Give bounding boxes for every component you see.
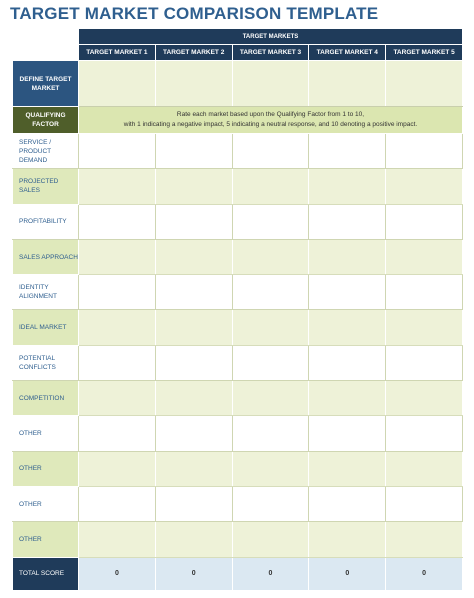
score-cell-market-2[interactable]: [155, 416, 232, 451]
score-cell-market-3[interactable]: [232, 310, 309, 345]
define-market-cell-3[interactable]: [232, 61, 309, 107]
header-blank-cell: [13, 45, 79, 61]
total-score-market-1: 0: [79, 557, 156, 590]
score-cell-market-4[interactable]: [309, 204, 386, 239]
score-cell-market-1[interactable]: [79, 522, 156, 557]
define-market-cell-1[interactable]: [79, 61, 156, 107]
factor-row: [13, 310, 463, 345]
qualifying-factor-row: [13, 107, 463, 134]
comparison-table: [12, 28, 463, 591]
factor-label: OTHER: [13, 451, 79, 486]
score-cell-market-3[interactable]: [232, 134, 309, 169]
total-score-market-3: 0: [232, 557, 309, 590]
page-title: TARGET MARKET COMPARISON TEMPLATE: [10, 4, 379, 23]
score-cell-market-2[interactable]: [155, 345, 232, 380]
define-market-cell-5[interactable]: [386, 61, 463, 107]
factor-label: IDENTITY ALIGNMENT: [13, 275, 79, 310]
define-market-cell-4[interactable]: [309, 61, 386, 107]
header-blank-cell: [13, 29, 79, 45]
define-market-cell-2[interactable]: [155, 61, 232, 107]
qualifying-instructions: [79, 107, 463, 134]
score-cell-market-2[interactable]: [155, 451, 232, 486]
score-cell-market-2[interactable]: [155, 522, 232, 557]
factor-label: IDEAL MARKET: [13, 310, 79, 345]
total-score-market-2: 0: [155, 557, 232, 590]
score-cell-market-1[interactable]: [79, 381, 156, 416]
factor-row: [13, 381, 463, 416]
score-cell-market-2[interactable]: [155, 381, 232, 416]
total-score-label: TOTAL SCORE: [13, 557, 79, 590]
factor-label: OTHER: [13, 416, 79, 451]
score-cell-market-3[interactable]: [232, 239, 309, 274]
factor-label: PROFITABILITY: [13, 204, 79, 239]
score-cell-market-2[interactable]: [155, 134, 232, 169]
qualifying-instructions-line-1: Rate each market based upon the Qualifying Factor from 1 to 10,: [176, 111, 365, 118]
total-score-market-4: 0: [309, 557, 386, 590]
score-cell-market-3[interactable]: [232, 345, 309, 380]
score-cell-market-4[interactable]: [309, 275, 386, 310]
score-cell-market-5[interactable]: [386, 486, 463, 521]
market-header-1: TARGET MARKET 1: [79, 45, 156, 61]
score-cell-market-1[interactable]: [79, 310, 156, 345]
factor-row: [13, 345, 463, 380]
score-cell-market-5[interactable]: [386, 310, 463, 345]
header-span-row: [13, 29, 463, 45]
factor-label: SALES APPROACH: [13, 239, 79, 274]
score-cell-market-5[interactable]: [386, 134, 463, 169]
score-cell-market-4[interactable]: [309, 239, 386, 274]
score-cell-market-1[interactable]: [79, 239, 156, 274]
score-cell-market-4[interactable]: [309, 134, 386, 169]
score-cell-market-1[interactable]: [79, 169, 156, 204]
define-market-row: [13, 61, 463, 107]
score-cell-market-2[interactable]: [155, 239, 232, 274]
score-cell-market-4[interactable]: [309, 345, 386, 380]
score-cell-market-1[interactable]: [79, 275, 156, 310]
score-cell-market-2[interactable]: [155, 486, 232, 521]
market-header-5: TARGET MARKET 5: [386, 45, 463, 61]
score-cell-market-5[interactable]: [386, 522, 463, 557]
score-cell-market-2[interactable]: [155, 310, 232, 345]
qualifying-instructions-line-2: with 1 indicating a negative impact, 5 indicating a neutral response, and 10 denoting a positive impact.: [123, 121, 418, 128]
score-cell-market-1[interactable]: [79, 345, 156, 380]
score-cell-market-5[interactable]: [386, 239, 463, 274]
score-cell-market-4[interactable]: [309, 451, 386, 486]
score-cell-market-5[interactable]: [386, 345, 463, 380]
score-cell-market-2[interactable]: [155, 275, 232, 310]
factor-label: POTENTIAL CONFLICTS: [13, 345, 79, 380]
factor-row: [13, 134, 463, 169]
factor-label: OTHER: [13, 486, 79, 521]
factor-row: [13, 522, 463, 557]
score-cell-market-5[interactable]: [386, 204, 463, 239]
qualifying-factor-label: QUALIFYING FACTOR: [13, 107, 79, 134]
score-cell-market-1[interactable]: [79, 204, 156, 239]
factor-label: COMPETITION: [13, 381, 79, 416]
score-cell-market-2[interactable]: [155, 204, 232, 239]
score-cell-market-3[interactable]: [232, 204, 309, 239]
score-cell-market-5[interactable]: [386, 169, 463, 204]
score-cell-market-3[interactable]: [232, 451, 309, 486]
factor-row: [13, 275, 463, 310]
factor-row: [13, 169, 463, 204]
score-cell-market-3[interactable]: [232, 169, 309, 204]
score-cell-market-4[interactable]: [309, 169, 386, 204]
score-cell-market-1[interactable]: [79, 486, 156, 521]
market-header-3: TARGET MARKET 3: [232, 45, 309, 61]
score-cell-market-4[interactable]: [309, 381, 386, 416]
factor-row: [13, 239, 463, 274]
score-cell-market-3[interactable]: [232, 486, 309, 521]
define-market-label: DEFINE TARGET MARKET: [13, 61, 79, 107]
factor-row: [13, 486, 463, 521]
score-cell-market-1[interactable]: [79, 416, 156, 451]
factor-row: [13, 204, 463, 239]
score-cell-market-3[interactable]: [232, 275, 309, 310]
score-cell-market-3[interactable]: [232, 381, 309, 416]
factor-label: OTHER: [13, 522, 79, 557]
factor-label: SERVICE / PRODUCT DEMAND: [13, 134, 79, 169]
target-markets-header: TARGET MARKETS: [79, 29, 463, 45]
score-cell-market-4[interactable]: [309, 522, 386, 557]
score-cell-market-1[interactable]: [79, 134, 156, 169]
score-cell-market-3[interactable]: [232, 416, 309, 451]
total-score-row: [13, 557, 463, 590]
score-cell-market-5[interactable]: [386, 275, 463, 310]
score-cell-market-1[interactable]: [79, 451, 156, 486]
score-cell-market-4[interactable]: [309, 310, 386, 345]
score-cell-market-3[interactable]: [232, 522, 309, 557]
score-cell-market-4[interactable]: [309, 416, 386, 451]
market-header-2: TARGET MARKET 2: [155, 45, 232, 61]
score-cell-market-5[interactable]: [386, 381, 463, 416]
factor-label: PROJECTED SALES: [13, 169, 79, 204]
market-header-4: TARGET MARKET 4: [309, 45, 386, 61]
score-cell-market-5[interactable]: [386, 451, 463, 486]
factor-row: [13, 416, 463, 451]
factor-row: [13, 451, 463, 486]
score-cell-market-2[interactable]: [155, 169, 232, 204]
market-header-row: [13, 45, 463, 61]
score-cell-market-4[interactable]: [309, 486, 386, 521]
total-score-market-5: 0: [386, 557, 463, 590]
score-cell-market-5[interactable]: [386, 416, 463, 451]
